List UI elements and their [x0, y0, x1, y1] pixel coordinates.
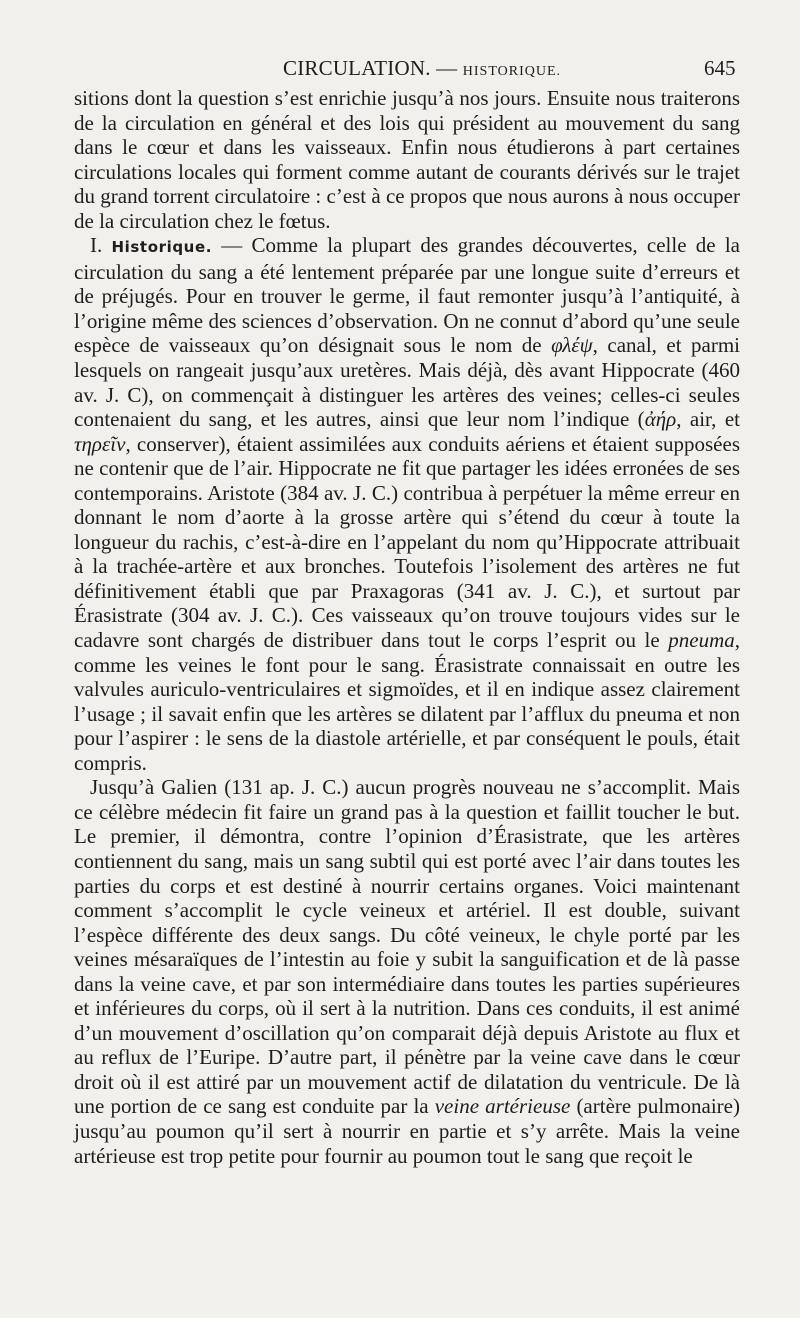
section-heading: Historique. — [111, 238, 213, 257]
section-historique-paragraph — [74, 233, 740, 775]
greek-word: ἀήρ — [644, 407, 677, 432]
text-run: Jusqu’à Galien (131 ap. J. C.) aucun progrès nouveau ne s’accomplit. Mais ce célèbre médecin fit faire un grand pas à la question et faillit toucher le but. Le premier, il démontra, contre l’opinion d’Érasistrate, que les artères contiennent du sang, mais un sang subtil qui est porté avec l’air dans toutes les parties du corps et est destiné à nourrir certains organes. Voici maintenant comment s’accomplit le cycle veineux et artériel. Il est double, suivant l’espèce différente des deux sangs. Du côté veineux, le chyle porté par les veines mésaraïques de l’intestin au foie y subit la sanguification et de là passe dans la veine cave, et par son intermédiaire dans toutes les parties supérieures et inférieures du corps, où il sert à la nutrition. Dans ces conduits, il est animé d’un mouvement d’oscillation qu’on comparait déjà depuis Aristote au flux et au reflux de l’Euripe. D’autre part, il pénètre par la veine cave dans le cœur droit où il est attiré par un mouvement actif de dilatation du ventricule. De là une portion de ce sang est conduite par la — [74, 775, 740, 1119]
text-run: , conserver), étaient assimilées aux conduits aériens et étaient supposées ne contenir que de l’air. Hippocrate ne fit que partager les idées erronées de ses contemporains. Aristote (384 av. J. C.) contribua à perpétuer la même erreur en donnant le nom d’aorte à la grosse artère qui s’étend du cœur à toute la longueur du rachis, c’est-à-dire en l’appelant du nom qu’Hippocrate attribuait à la trachée-artère et aux bronches. Toutefois l’isolement des artères ne fut définitivement établi que par Praxagoras (341 av. J. C.), et surtout par Érasistrate (304 av. J. C.). Ces vaisseaux qu’on trouve toujours vides sur le cadavre sont chargés de distribuer dans tout le corps l’esprit ou le — [74, 431, 740, 653]
header-dash: — — [430, 56, 463, 80]
page-number: 645 — [704, 56, 736, 80]
section-number: I. — [90, 233, 103, 258]
galien-paragraph — [74, 775, 740, 1168]
text-run: , canal, et parmi lesquels on rangeait jusqu’aux uretères. Mais déjà, dès avant Hippocrate (460 av. J. C), on commençait à distinguer les artères des veines; celles-ci seules contenaient du sang, et les autres, ainsi que leur nom l’indique ( — [74, 333, 741, 432]
italic-term: pneuma — [668, 628, 735, 653]
header-subtitle: HISTORIQUE. — [462, 64, 562, 79]
italic-term: veine artérieuse — [434, 1094, 571, 1119]
paragraph-continued: sitions dont la question s’est enrichie jusqu’à nos jours. Ensuite nous traiterons de la circulation en général et des lois qui président au mouvement du sang dans le cœur et dans les vaisseaux. Enfin nous étudierons à part certaines circulations locales qui forment comme autant de courants dérivés sur le trajet du grand torrent circulatoire : c’est à ce propos que nous aurons à nous occuper de la circulation chez le fœtus. — [74, 86, 740, 233]
greek-word: φλέψ — [551, 333, 593, 358]
text-run: (artère pulmonaire) jusqu’au poumon qu’il sert à nourrir en partie et s’y arrête. Mais la veine artérieuse est trop petite pour fournir au poumon tout le sang que reçoit le — [74, 1094, 740, 1168]
text-body — [74, 86, 740, 1168]
running-title — [283, 56, 561, 81]
header-title: CIRCULATION. — [283, 56, 431, 80]
text-run: , air, et — [676, 407, 740, 432]
greek-word: τηρεῖν — [74, 431, 126, 456]
text-run: — Comme la plupart des grandes découvertes, celle de la circulation du sang a été lentement préparée par une longue suite d’erreurs et de préjugés. Pour en trouver le germe, il faut remonter jusqu’à l’antiquité, à l’origine même des sciences d’observation. On ne connut d’abord qu’une seule espèce de vaisseaux qu’on désignait sous le nom de — [74, 233, 741, 358]
running-header — [0, 54, 800, 82]
text-run: , comme les veines le font pour le sang. Érasistrate connaissait en outre les valvules auriculo-ventriculaires et sigmoïdes, et il en indique assez clairement l’usage ; il savait enfin que les artères se dilatent par l’afflux du pneuma et non pour l’aspirer : le sens de la diastole artérielle, et par conséquent le pouls, était compris. — [74, 628, 740, 775]
